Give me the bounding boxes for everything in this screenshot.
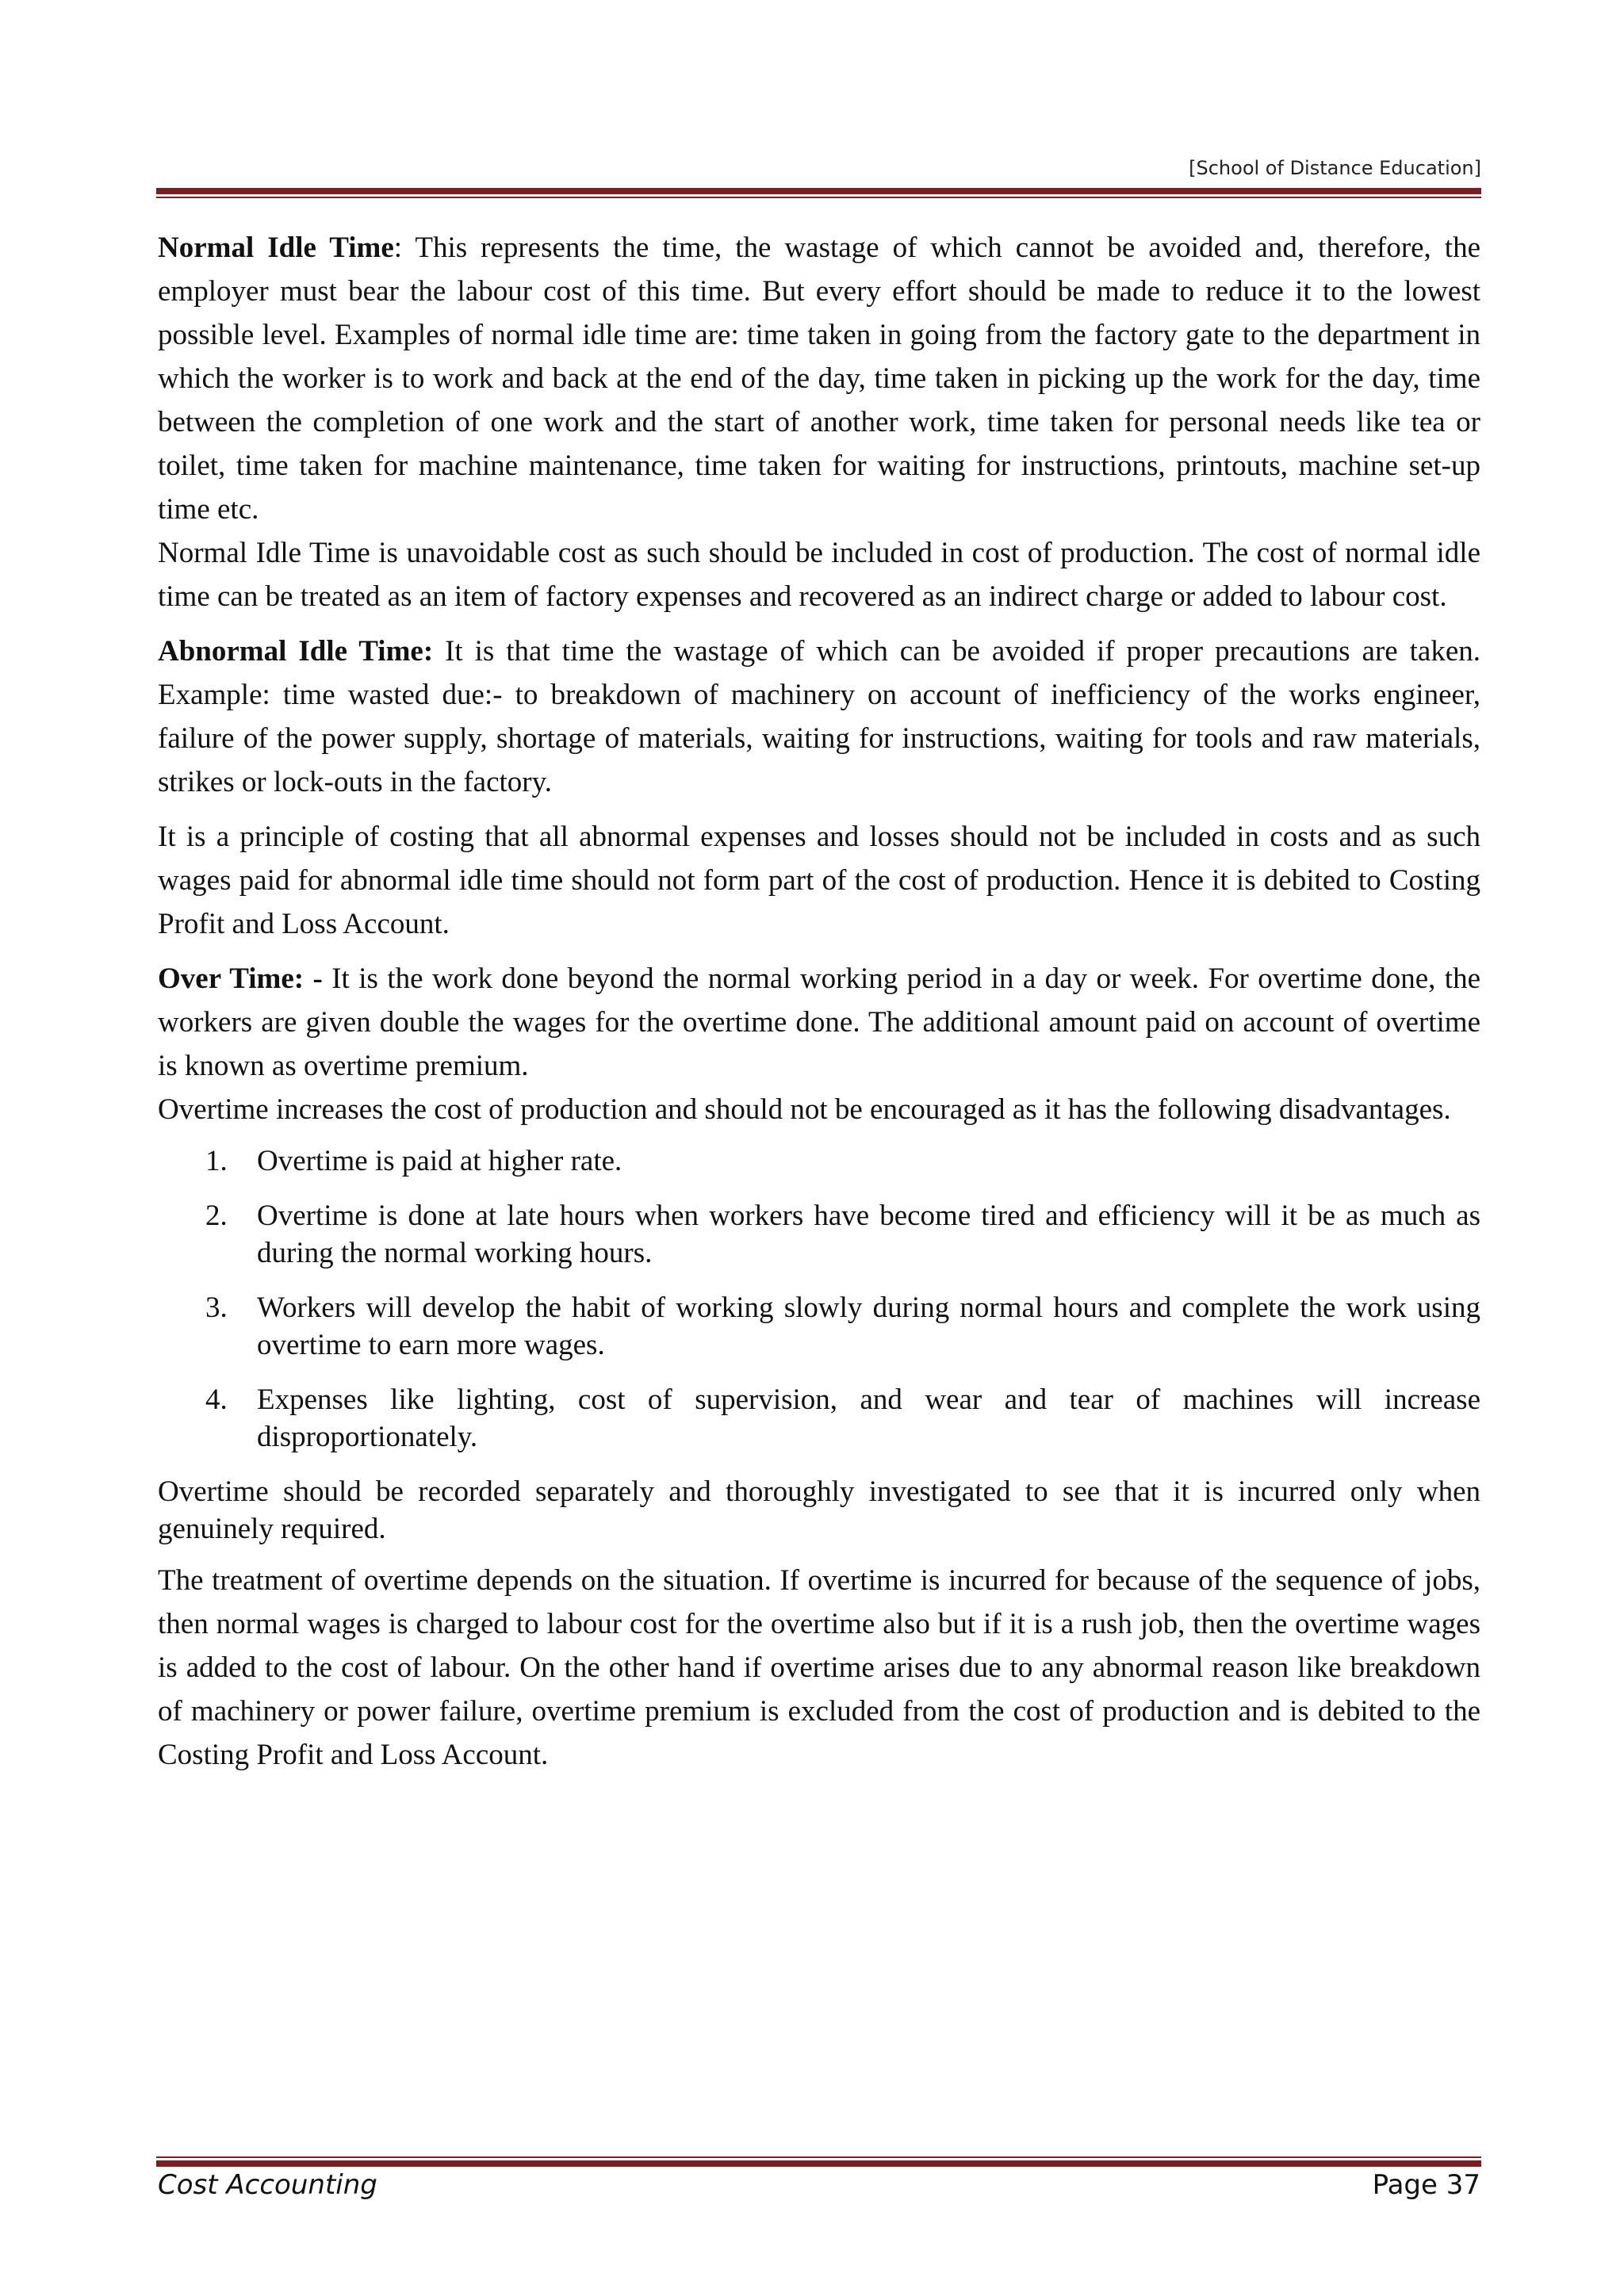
paragraph-overtime-recorded: Overtime should be recorded separately and thoroughly investigated to see that it is incurred only when genuinely required. bbox=[158, 1475, 1480, 1545]
footer-course-title: Cost Accounting bbox=[158, 2169, 377, 2201]
paragraph-abnormal-idle-time: Abnormal Idle Time: It is that time the wastage of which can be avoided if proper precautions are taken. Example: time wasted due:- to breakdown of machinery on account of inefficiency of the works engineer, failure of the power supply, shortage of materials, waiting for instructions, waiting for tools and raw materials, strikes or lock-outs in the factory. bbox=[158, 635, 1481, 798]
footer-page-number: Page 37 bbox=[1372, 2169, 1480, 2201]
list-item: 4. Expenses like lighting, cost of supervision, and wear and tear of machines will increase disproportionately. bbox=[205, 1383, 1480, 1453]
list-item: 3. Workers will develop the habit of working slowly during normal hours and complete the work using overtime to earn more wages. bbox=[205, 1292, 1480, 1361]
page-body bbox=[158, 226, 1480, 1777]
disadvantages-list bbox=[158, 1142, 1480, 1456]
header-title: [School of Distance Education] bbox=[1189, 157, 1481, 179]
heading-abnormal-idle-time: Abnormal Idle Time: bbox=[158, 635, 434, 668]
header-rule bbox=[156, 188, 1481, 198]
paragraph-normal-idle-cost: Normal Idle Time is unavoidable cost as such should be included in cost of production. The cost of normal idle time can be treated as an item of factory expenses and recovered as an indirect charge or added to labour cost. bbox=[158, 537, 1480, 613]
paragraph-overtime-disadvantages: Overtime increases the cost of production and should not be encouraged as it has the following disadvantages. bbox=[158, 1093, 1451, 1126]
paragraph-over-time: Over Time: - It is the work done beyond the normal working period in a day or week. For overtime done, the workers are given double the wages for the overtime done. The additional amount paid on account of overtime is known as overtime premium. bbox=[158, 962, 1481, 1082]
footer-rule bbox=[156, 2156, 1481, 2167]
heading-over-time: Over Time: - bbox=[158, 962, 323, 995]
paragraph-abnormal-principle: It is a principle of costing that all abnormal expenses and losses should not be included in costs and as such wages paid for abnormal idle time should not form part of the cost of production. Hence it is debited to Costing Profit and Loss Account. bbox=[158, 821, 1480, 940]
paragraph-normal-idle-time: Normal Idle Time: This represents the time, the wastage of which cannot be avoided and, therefore, the employer must bear the labour cost of this time. But every effort should be made to reduce it to the lowest possible level. Examples of normal idle time are: time taken in going from the factory gate to the department in which the worker is to work and back at the end of the day, time taken in picking up the work for the day, time between the completion of one work and the start of another work, time taken for personal needs like tea or toilet, time taken for machine maintenance, time taken for waiting for instructions, printouts, machine set-up time etc. bbox=[158, 232, 1480, 526]
list-item: 2. Overtime is done at late hours when workers have become tired and efficiency will it be as much as during the normal working hours. bbox=[205, 1200, 1480, 1269]
list-item: 1. Overtime is paid at higher rate. bbox=[205, 1145, 622, 1177]
heading-normal-idle-time: Normal Idle Time bbox=[158, 232, 394, 264]
paragraph-overtime-treatment: The treatment of overtime depends on the situation. If overtime is incurred for because of the sequence of jobs, then normal wages is charged to labour cost for the overtime also but if it is a rush job, then the overtime wages is added to the cost of labour. On the other hand if overtime arises due to any abnormal reason like breakdown of machinery or power failure, overtime premium is excluded from the cost of production and is debited to the Costing Profit and Loss Account. bbox=[158, 1564, 1480, 1771]
